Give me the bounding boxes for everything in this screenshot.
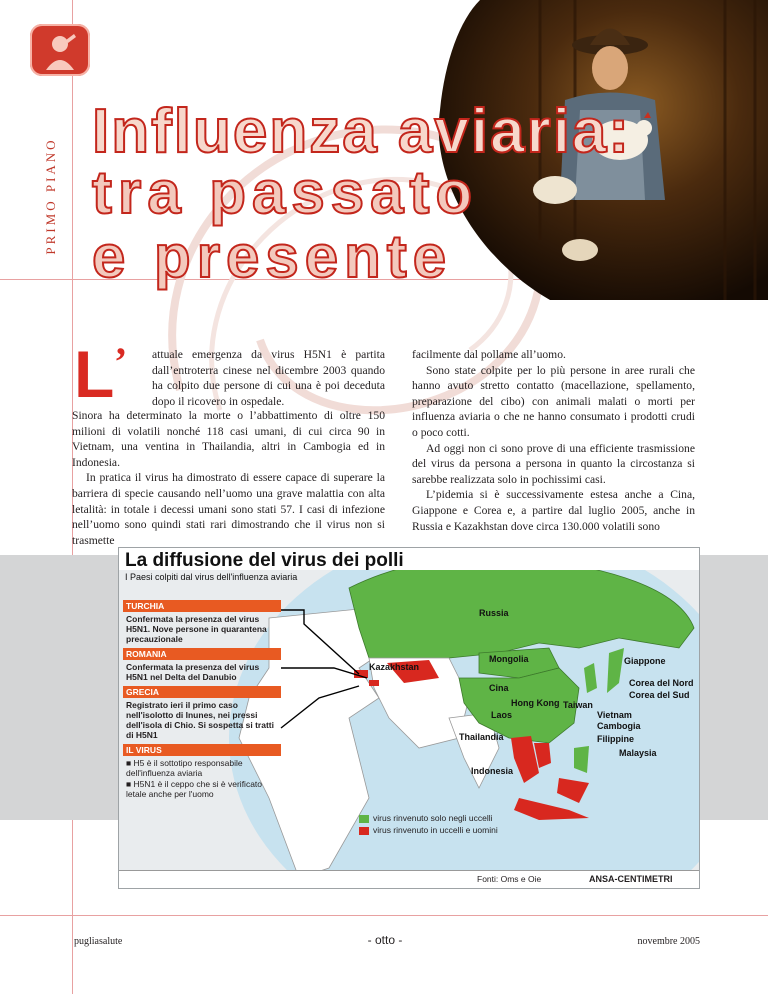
drop-cap: L	[74, 337, 115, 411]
label-mongolia: Mongolia	[489, 654, 529, 664]
legend-red-swatch	[359, 827, 369, 835]
label-cambogia: Cambogia	[597, 721, 641, 731]
article-column-1-lead: attuale emergenza da virus H5N1 è partita dall’entroterra cinese nel dicembre 2003 quando ha colpito due persone di cui una è poi deceduta dopo il ricovero in ospedale.	[152, 348, 385, 408]
article-column-2: facilmente dal pollame all’uomo. Sono state colpite per lo più persone in aree rurali che hanno avuto stretto contatto (macellazione, spellamento, preparazione del cibo) con animali malati o morti per influenza aviaria o che ne hanno consumato i prodotti crudi o poco cotti. Ad oggi non ci sono prove di una efficiente trasmissione del virus da persona a persona in quanto la circostanza si sarebbe realizzata solo in pochissimi casi. L’pidemia si è successivamente estesa anche a Cina, Giappone e Corea e, a partire dal luglio 2005, anche in Russia e Kazakhstan dove circa 130.000 volatili sono	[412, 348, 695, 533]
drop-cap-apostrophe: ’	[114, 339, 128, 384]
label-malaysia: Malaysia	[619, 748, 657, 758]
page-number: - otto -	[367, 933, 403, 947]
map-source: Fonti: Oms e Oie	[477, 874, 542, 884]
map-title: La diffusione del virus dei polli	[125, 550, 404, 571]
label-giappone: Giappone	[624, 656, 666, 666]
label-taiwan: Taiwan	[563, 700, 593, 710]
headline-line-1: Influenza aviaria:	[92, 97, 632, 166]
label-indonesia: Indonesia	[471, 766, 514, 776]
label-filippine: Filippine	[597, 734, 634, 744]
legend-green-swatch	[359, 815, 369, 823]
panel-grecia: GRECIA Registrato ieri il primo caso nell'isolotto di Inunes, nei pressi dell'isola di Chio. Si sospetta si tratti di H5N1	[123, 686, 281, 744]
panel-turchia: TURCHIA Confermata la presenza del virus H5N1. Nove persone in quarantena precauzionale	[123, 600, 281, 648]
headline-line-3: e presente	[92, 223, 453, 290]
legend-red: virus rinvenuto in uccelli e uomini	[359, 824, 498, 836]
label-corea-sud: Corea del Sud	[629, 690, 690, 700]
map-info-panels	[123, 600, 281, 799]
map-credit: ANSA-CENTIMETRI	[589, 874, 673, 884]
label-kazakhstan: Kazakhstan	[369, 662, 420, 672]
article-column-1: Sinora ha determinato la morte o l’abbattimento di oltre 150 milioni di volatili nonché 118 casi umani, di cui circa 90 in Vietnam, una ventina in Thailandia, altri in Cambogia ed in Indonesia. In pratica il virus ha dimostrato di essere capace di superare la barriera di specie causando nell’uomo una grave malattia con alta letalità: in totale i decessi umani sono stati 57. I casi di infezione nell’uomo sono quindi stati rari dimostrando che il virus non si trasmette	[72, 409, 385, 547]
virus-spread-map	[118, 547, 700, 889]
magazine-logo	[30, 24, 90, 76]
headline-line-2: tra passato	[92, 159, 479, 226]
map-legend	[359, 812, 498, 836]
label-vietnam: Vietnam	[597, 710, 632, 720]
footer-publication: pugliasalute	[74, 936, 123, 947]
label-hong-kong: Hong Kong	[511, 698, 560, 708]
label-thailandia: Thailandia	[459, 732, 504, 742]
map-subtitle: I Paesi colpiti dal virus dell'influenza aviaria	[125, 572, 298, 582]
panel-il-virus: IL VIRUS ■ H5 è il sottotipo responsabile dell'influenza aviaria ■ H5N1 è il ceppo che si è verificato letale anche per l'uomo	[123, 744, 281, 799]
label-russia: Russia	[479, 608, 509, 618]
logo-figure-icon	[30, 24, 90, 76]
legend-green: virus rinvenuto solo negli uccelli	[359, 812, 498, 824]
label-laos: Laos	[491, 710, 513, 720]
footer-rule	[0, 915, 768, 916]
panel-romania: ROMANIA Confermata la presenza del virus H5N1 nel Delta del Danubio	[123, 648, 281, 686]
label-corea-nord: Corea del Nord	[629, 678, 694, 688]
label-cina: Cina	[489, 683, 509, 693]
section-label: PRIMO PIANO	[43, 137, 58, 255]
footer-date: novembre 2005	[637, 936, 700, 947]
